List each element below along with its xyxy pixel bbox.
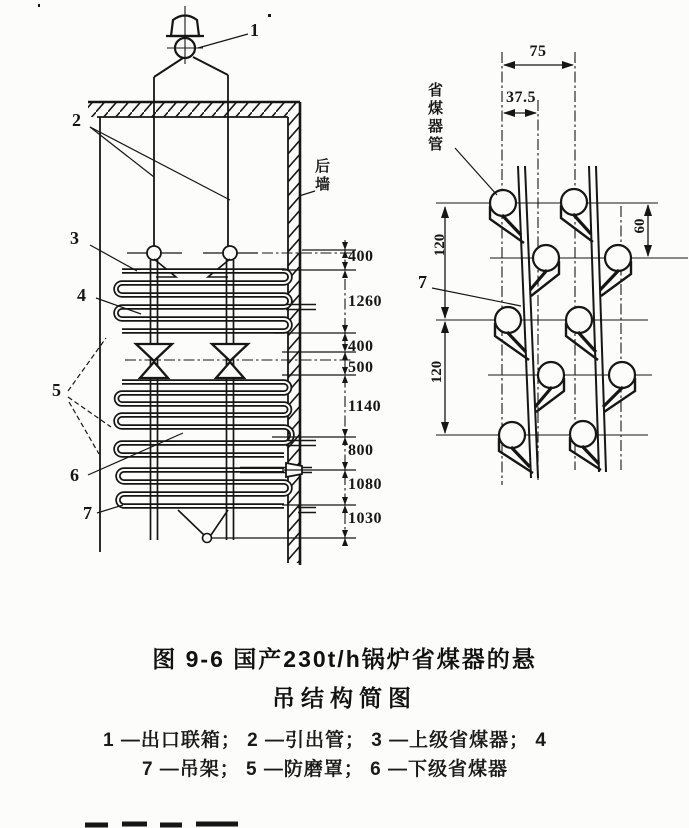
ceiling-hatch xyxy=(88,102,300,117)
dim-500: 500 xyxy=(348,359,374,376)
bottom-hanger-frame xyxy=(178,510,356,543)
center-lines-rows xyxy=(436,203,688,435)
economizer-tube-label: 省煤器管 xyxy=(426,82,443,154)
callout-3: 3 xyxy=(70,228,79,248)
callout-2: 2 xyxy=(72,110,81,130)
hanger-castings xyxy=(125,344,352,378)
outlet-header xyxy=(166,6,204,64)
dim-37-5: 37.5 xyxy=(506,89,536,106)
dim-60: 60 xyxy=(631,218,648,234)
middle-economizer-coil xyxy=(116,382,292,455)
hanger-rods xyxy=(151,260,234,540)
dim-1260: 1260 xyxy=(348,293,382,310)
dim-1030: 1030 xyxy=(348,510,382,527)
dim-120-upper: 120 xyxy=(431,233,448,257)
dim-400-mid: 400 xyxy=(348,338,374,355)
dim-1080: 1080 xyxy=(348,476,382,493)
rear-wall-label: 后墙 xyxy=(313,158,330,194)
upper-economizer-coil xyxy=(116,271,290,331)
tube-sections xyxy=(490,189,635,448)
lower-economizer-coil xyxy=(118,470,290,506)
dim-800: 800 xyxy=(348,442,374,459)
dim-400-top: 400 xyxy=(348,248,374,265)
right-view-linework xyxy=(432,52,688,485)
center-lines-vertical xyxy=(502,52,621,485)
callout-4: 4 xyxy=(77,285,86,305)
dim-75: 75 xyxy=(529,43,547,60)
callout-7-detail: 7 xyxy=(418,272,427,292)
callout-7: 7 xyxy=(83,503,92,523)
dim-1140: 1140 xyxy=(348,398,382,415)
figure-legend-line2: 7 —吊架； 5 —防磨罩； 6 —下级省煤器 xyxy=(141,759,509,780)
callout-5: 5 xyxy=(52,380,61,400)
callout-6: 6 xyxy=(70,465,79,485)
callout-1: 1 xyxy=(250,20,259,40)
figure-caption-line1: 图 9-6 国产230t/h锅炉省煤器的悬 xyxy=(152,646,537,672)
figure-legend-line1: 1 —出口联箱； 2 —引出管； 3 —上级省煤器； 4 xyxy=(103,730,547,751)
dim-120-lower: 120 xyxy=(428,360,445,384)
rear-wall-hatch xyxy=(288,117,300,563)
figure-caption-line2: 吊结构简图 xyxy=(272,685,417,711)
left-view-linework xyxy=(68,6,356,565)
lead-out-pipes xyxy=(154,57,228,246)
